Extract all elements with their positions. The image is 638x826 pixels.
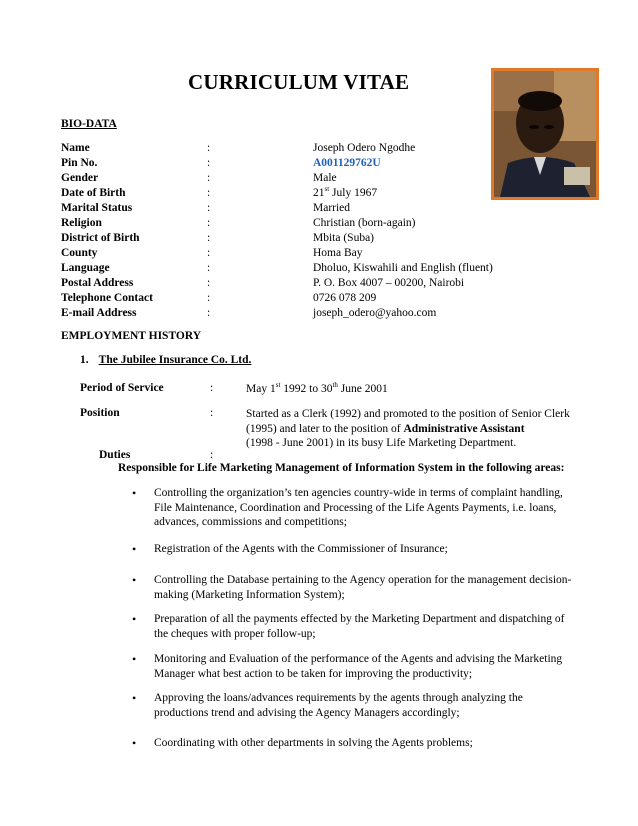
biodata-value: A001129762U	[313, 157, 381, 169]
biodata-separator: :	[207, 292, 211, 304]
biodata-separator: :	[207, 187, 211, 199]
period-start: May 1	[246, 383, 276, 395]
biodata-separator: :	[207, 157, 211, 169]
biodata-value: Homa Bay	[313, 247, 363, 259]
biodata-value: P. O. Box 4007 – 00200, Nairobi	[313, 277, 465, 289]
duties-intro: Responsible for Life Marketing Management of Information System in the following areas:	[118, 462, 565, 474]
biodata-value: Mbita (Suba)	[313, 232, 375, 244]
duty-text: Monitoring and Evaluation of the performance of the Agents and advising the Marketing Manager what best action to be taken for improving the productivity;	[154, 653, 563, 680]
dob-rest: July 1967	[329, 187, 378, 199]
duty-text: Controlling the Database pertaining to the Agency operation for the management decision-making (Marketing Information System);	[154, 574, 572, 601]
biodata-separator: :	[207, 202, 211, 214]
biodata-row-language	[61, 262, 531, 277]
duty-text: Preparation of all the payments effected by the Marketing Department and dispatching of the cheques with proper follow-up;	[154, 613, 565, 640]
position-value	[246, 407, 606, 451]
biodata-row-postal	[61, 277, 531, 292]
biodata-label: Date of Birth	[61, 187, 126, 199]
dob-day-suffix: st	[324, 185, 330, 194]
biodata-row-pin	[61, 157, 531, 172]
position-line-1: Started as a Clerk (1992) and promoted to the position of Senior Clerk	[246, 408, 570, 420]
biodata-value: Joseph Odero Ngodhe	[313, 142, 416, 154]
biodata-row-county	[61, 247, 531, 262]
duty-text: Controlling the organization’s ten agencies country-wide in terms of complaint handling, File Maintenance, Coordination and Processing of the Life Agents Payments, i.e. loans, advances, commissions and competitions;	[154, 487, 563, 528]
position-line-3: (1998 - June 2001) in its busy Life Marketing Department.	[246, 437, 517, 449]
biodata-separator: :	[207, 247, 211, 259]
duties-label: Duties	[99, 449, 131, 461]
biodata-label: E-mail Address	[61, 307, 137, 319]
duty-text: Registration of the Agents with the Commissioner of Insurance;	[154, 543, 448, 555]
position-label: Position	[80, 407, 120, 419]
biodata-label: Name	[61, 142, 90, 154]
biodata-row-gender	[61, 172, 531, 187]
duty-text: Coordinating with other departments in solving the Agents problems;	[154, 737, 473, 749]
bullet-icon: •	[132, 542, 137, 556]
bullet-icon: •	[132, 652, 137, 666]
biodata-heading: BIO-DATA	[61, 118, 117, 130]
period-separator: :	[210, 382, 214, 394]
bullet-icon: •	[132, 691, 137, 705]
period-value	[246, 382, 606, 397]
email-value: joseph_odero@yahoo.com	[313, 307, 437, 319]
period-end: June 2001	[337, 383, 388, 395]
biodata-row-religion	[61, 217, 531, 232]
period-end-suffix: th	[332, 381, 338, 390]
biodata-label: District of Birth	[61, 232, 140, 244]
employment-heading: EMPLOYMENT HISTORY	[61, 330, 202, 342]
biodata-label: County	[61, 247, 98, 259]
period-start-suffix: st	[275, 381, 281, 390]
biodata-value	[313, 187, 377, 199]
duties-separator: :	[210, 449, 214, 461]
employer-name: The Jubilee Insurance Co. Ltd.	[98, 354, 252, 366]
biodata-value: Christian (born-again)	[313, 217, 416, 229]
employer-title	[80, 354, 251, 366]
biodata-separator: :	[207, 307, 211, 319]
biodata-row-telephone	[61, 292, 531, 307]
biodata-separator: :	[207, 142, 211, 154]
biodata-row-name	[61, 142, 531, 157]
biodata-label: Marital Status	[61, 202, 133, 214]
biodata-row-dob	[61, 187, 531, 202]
biodata-row-email	[61, 307, 531, 322]
biodata-label: Pin No.	[61, 157, 98, 169]
period-label: Period of Service	[80, 382, 164, 394]
biodata-separator: :	[207, 262, 211, 274]
biodata-row-marital	[61, 202, 531, 217]
dob-day: 21	[313, 187, 325, 199]
employer-number: 1.	[80, 354, 89, 366]
duty-text: Approving the loans/advances requirements by the agents through analyzing the productions trend and advising the Agency Managers accordingly;	[154, 692, 523, 719]
biodata-label: Religion	[61, 217, 102, 229]
bullet-icon: •	[132, 736, 137, 750]
position-separator: :	[210, 407, 214, 419]
biodata-label: Language	[61, 262, 110, 274]
biodata-label: Gender	[61, 172, 99, 184]
biodata-value: Married	[313, 202, 351, 214]
bullet-icon: •	[132, 612, 137, 626]
biodata-separator: :	[207, 217, 211, 229]
position-line-2b: Administrative Assistant	[403, 422, 525, 435]
bullet-icon: •	[132, 573, 137, 587]
period-middle: 1992 to 30	[280, 383, 333, 395]
biodata-separator: :	[207, 232, 211, 244]
position-line-2a: (1995) and later to the position of	[246, 422, 404, 435]
biodata-value: 0726 078 209	[313, 292, 377, 304]
bullet-icon: •	[132, 486, 137, 500]
biodata-value: Male	[313, 172, 337, 184]
biodata-row-district	[61, 232, 531, 247]
biodata-separator: :	[207, 277, 211, 289]
biodata-label: Telephone Contact	[61, 292, 153, 304]
biodata-separator: :	[207, 172, 211, 184]
biodata-label: Postal Address	[61, 277, 134, 289]
page-title: CURRICULUM VITAE	[188, 70, 410, 94]
biodata-value: Dholuo, Kiswahili and English (fluent)	[313, 262, 493, 274]
